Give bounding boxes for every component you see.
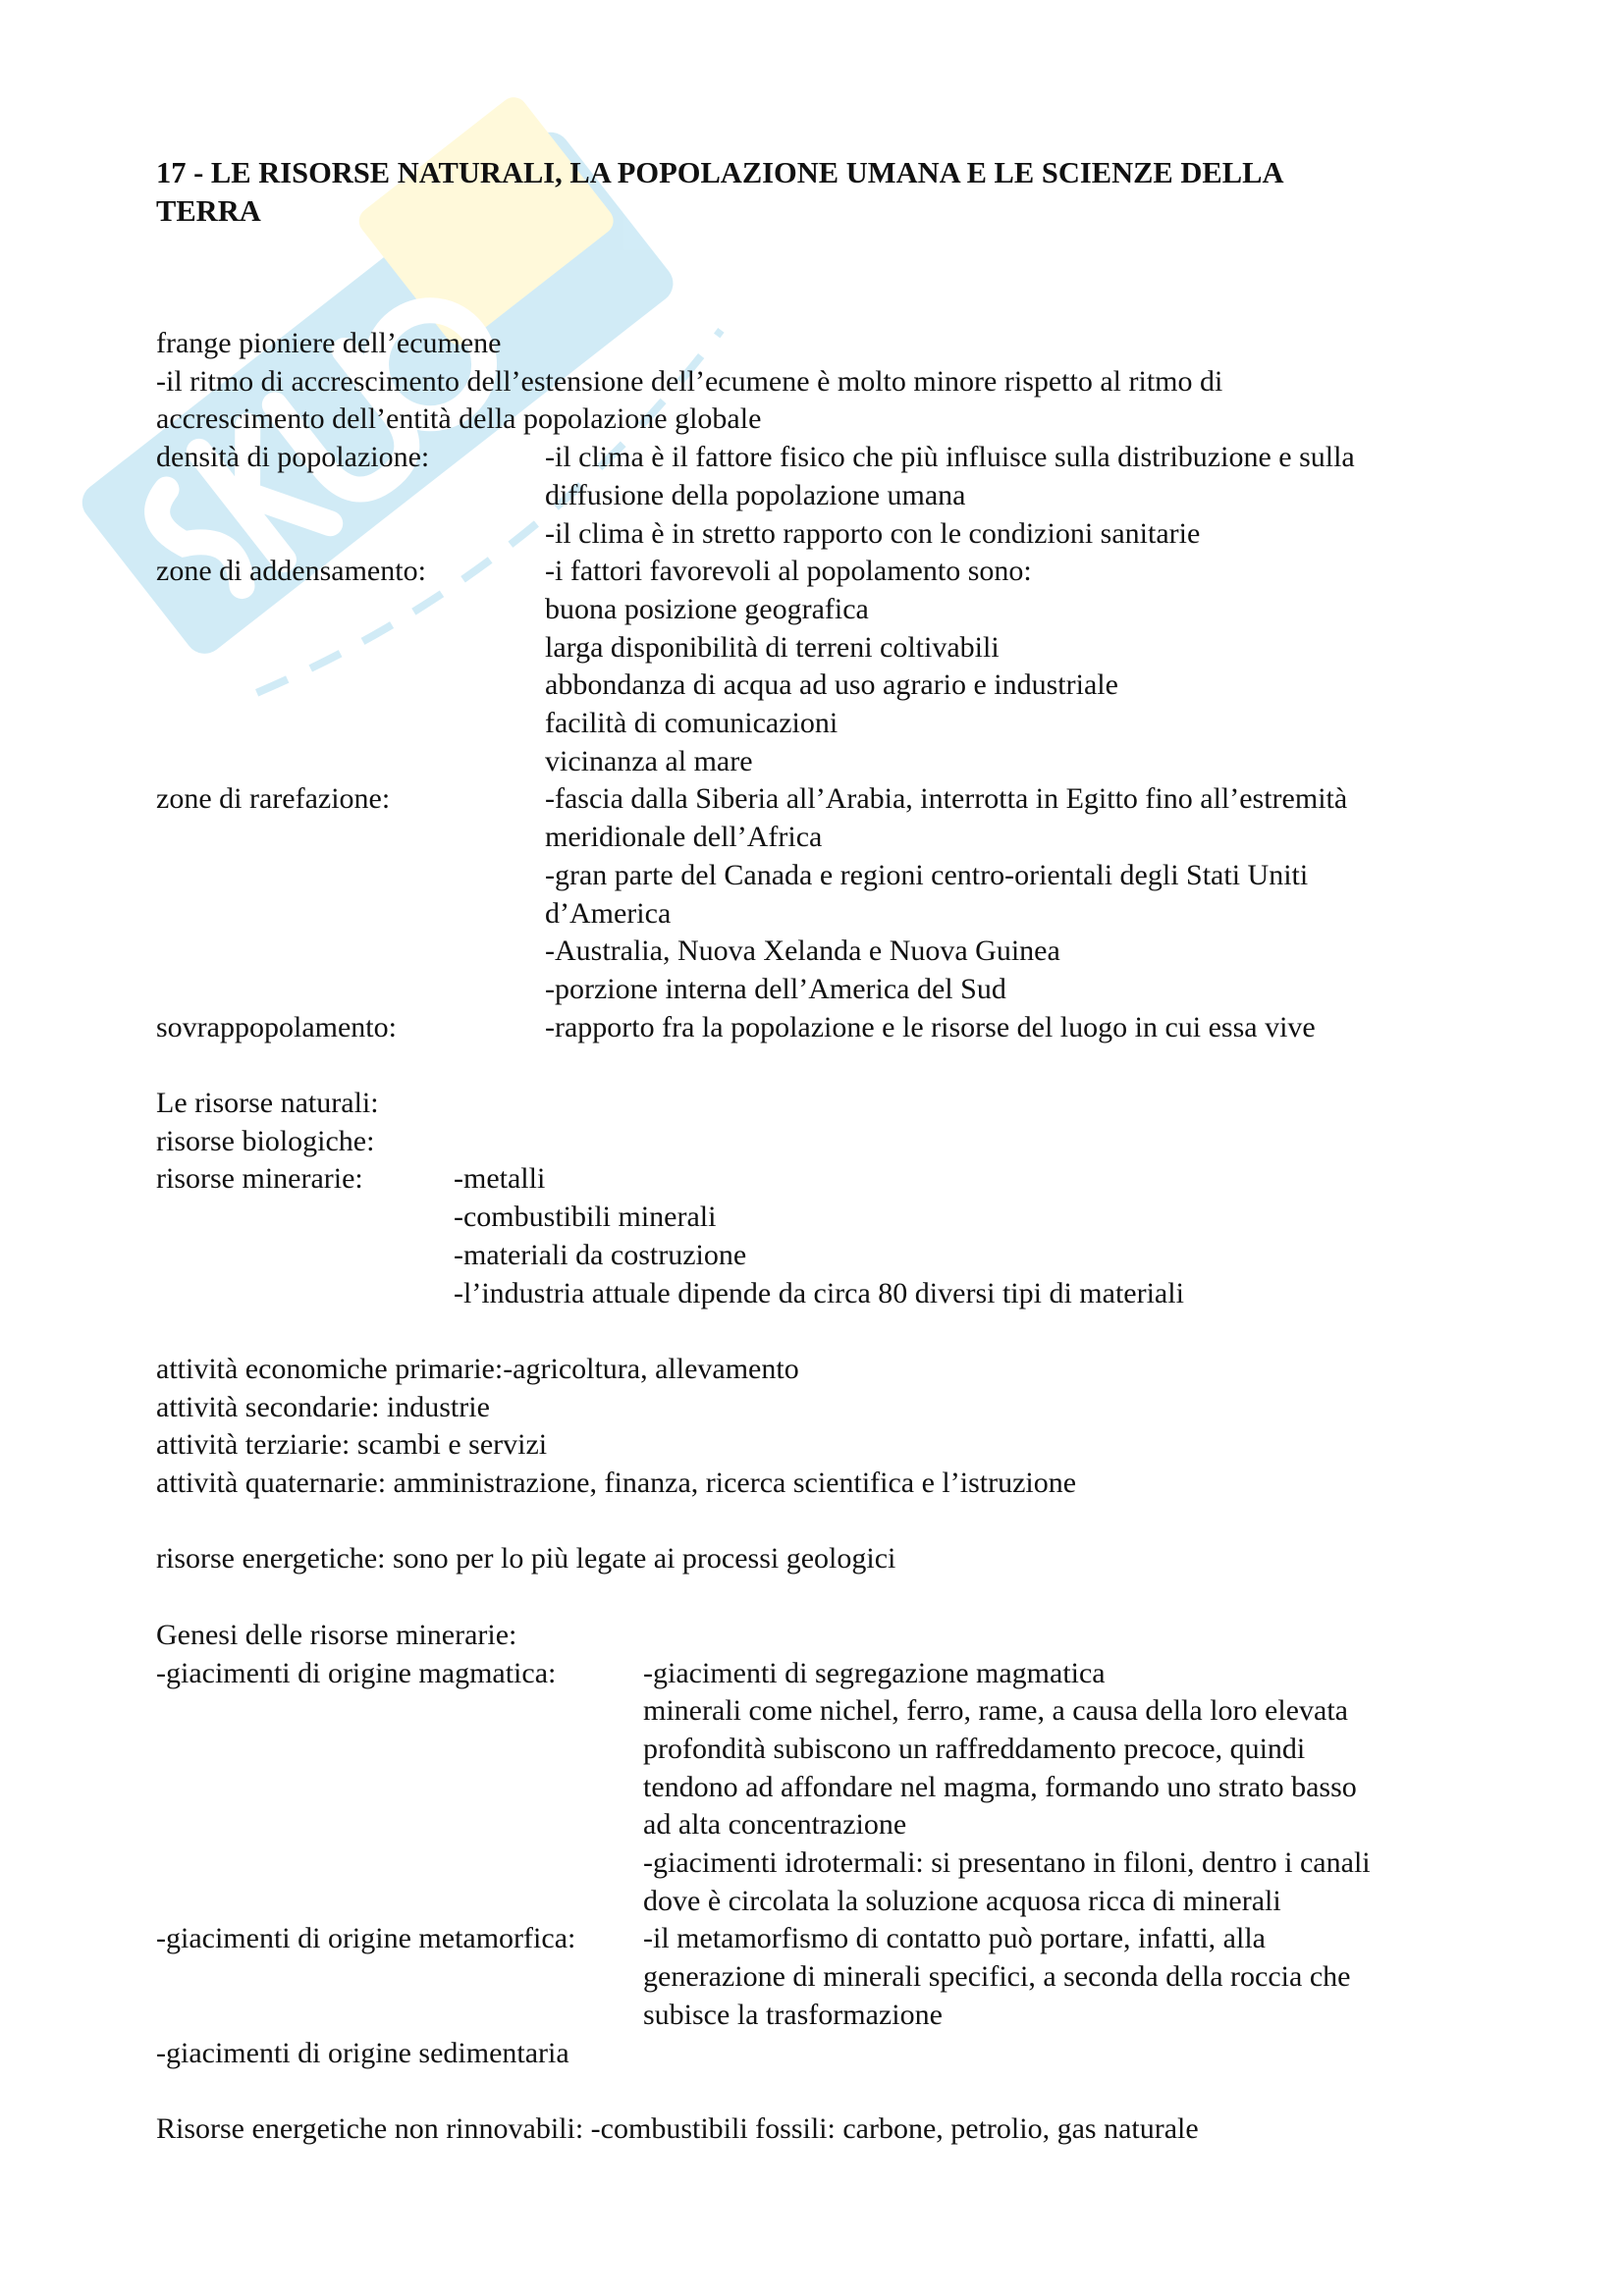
definition-values: [454, 1160, 1184, 1312]
definition-value: -materiali da costruzione: [454, 1238, 747, 1271]
definition-value: -i fattori favorevoli al popolamento sono:: [545, 555, 1032, 588]
definition-value: dove è circolata la soluzione acquosa ricca di minerali: [643, 1884, 1281, 1917]
definition-label: -giacimenti di origine magmatica:: [156, 1656, 557, 1689]
text-line: Risorse energetiche non rinnovabili: -combustibili fossili: carbone, petrolio, gas naturale: [156, 2111, 1199, 2145]
text-line: frange pioniere dell’ecumene: [156, 327, 502, 359]
definition-row-addensamento: [156, 553, 1491, 780]
definition-value: -gran parte del Canada e regioni centro-orientali degli Stati Uniti: [545, 858, 1309, 891]
definition-value: -giacimenti di segregazione magmatica: [643, 1656, 1106, 1689]
title-line: TERRA: [156, 193, 261, 228]
definition-values: [643, 1920, 1350, 2034]
title-line: 17 - LE RISORSE NATURALI, LA POPOLAZIONE UMANA E LE SCIENZE DELLA: [156, 156, 1284, 189]
definition-row-minerarie: [156, 1160, 1491, 1312]
definition-values: [545, 1009, 1316, 1047]
text-line: accrescimento dell’entità della popolazione globale: [156, 402, 762, 436]
definition-value: -metalli: [454, 1162, 546, 1196]
definition-label: risorse minerarie:: [156, 1162, 363, 1196]
definition-value: vicinanza al mare: [545, 744, 753, 777]
definition-value: facilità di comunicazioni: [545, 707, 839, 740]
definition-value: -il clima è in stretto rapporto con le condizioni sanitarie: [545, 516, 1201, 550]
definition-value: -l’industria attuale dipende da circa 80 diversi tipi di materiali: [454, 1276, 1184, 1309]
definition-value: abbondanza di acqua ad uso agrario e industriale: [545, 668, 1118, 702]
text-line: -il ritmo di accrescimento dell’estensione dell’ecumene è molto minore rispetto al ritmo di: [156, 364, 1223, 398]
definition-value: larga disponibilità di terreni coltivabili: [545, 630, 1000, 664]
definition-label: -giacimenti di origine metamorfica:: [156, 1922, 576, 1955]
definition-value: generazione di minerali specifici, a seconda della roccia che: [643, 1960, 1351, 1994]
definition-label: densità di popolazione:: [156, 441, 430, 474]
page-title: [156, 154, 1491, 230]
definition-value: ad alta concentrazione: [643, 1808, 907, 1842]
definition-value: -il metamorfismo di contatto può portare, infatti, alla: [643, 1922, 1266, 1955]
definition-row-densita: [156, 439, 1491, 553]
definition-label: zone di rarefazione:: [156, 782, 391, 816]
definition-value: -Australia, Nuova Xelanda e Nuova Guinea: [545, 934, 1060, 968]
definition-label: zone di addensamento:: [156, 555, 426, 588]
text-line: -giacimenti di origine sedimentaria: [156, 2036, 569, 2069]
text-line: risorse biologiche:: [156, 1124, 375, 1157]
definition-value: minerali come nichel, ferro, rame, a causa della loro elevata: [643, 1694, 1348, 1728]
text-line: attività economiche primarie:-agricoltura, allevamento: [156, 1352, 799, 1385]
definition-value: tendono ad affondare nel magma, formando uno strato basso: [643, 1770, 1357, 1803]
definition-value: diffusione della popolazione umana: [545, 478, 966, 511]
definition-value: -combustibili minerali: [454, 1201, 717, 1234]
definition-value: -giacimenti idrotermali: si presentano in filoni, dentro i canali: [643, 1846, 1371, 1880]
definition-row-rarefazione: [156, 780, 1491, 1008]
definition-value: -rapporto fra la popolazione e le risorse del luogo in cui essa vive: [545, 1010, 1316, 1043]
definition-value: -il clima è il fattore fisico che più influisce sulla distribuzione e sulla: [545, 441, 1355, 474]
definition-value: meridionale dell’Africa: [545, 821, 823, 854]
document-body: [156, 154, 1491, 2149]
text-line: attività terziarie: scambi e servizi: [156, 1428, 548, 1462]
definition-row-metamorfica: [156, 1920, 1491, 2034]
section-heading: Le risorse naturali:: [156, 1087, 379, 1120]
definition-row-sovrappopolamento: [156, 1009, 1491, 1047]
definition-value: d’America: [545, 896, 672, 930]
definition-value: subisce la trasformazione: [643, 1998, 943, 2031]
text-line: risorse energetiche: sono per lo più legate ai processi geologici: [156, 1542, 896, 1575]
text-line: attività quaternarie: amministrazione, finanza, ricerca scientifica e l’istruzione: [156, 1467, 1077, 1500]
text-line: attività secondarie: industrie: [156, 1390, 490, 1423]
definition-value: profondità subiscono un raffreddamento precoce, quindi: [643, 1732, 1306, 1765]
definition-value: -fascia dalla Siberia all’Arabia, interrotta in Egitto fino all’estremità: [545, 782, 1348, 816]
definition-value: buona posizione geografica: [545, 592, 869, 625]
definition-value: -porzione interna dell’America del Sud: [545, 972, 1006, 1005]
definition-values: [545, 553, 1118, 780]
section-heading: Genesi delle risorse minerarie:: [156, 1618, 517, 1651]
definition-values: [545, 439, 1355, 553]
definition-label: sovrappopolamento:: [156, 1010, 397, 1043]
definition-row-magmatica: [156, 1655, 1491, 1921]
definition-values: [643, 1655, 1371, 1921]
definition-values: [545, 780, 1347, 1008]
